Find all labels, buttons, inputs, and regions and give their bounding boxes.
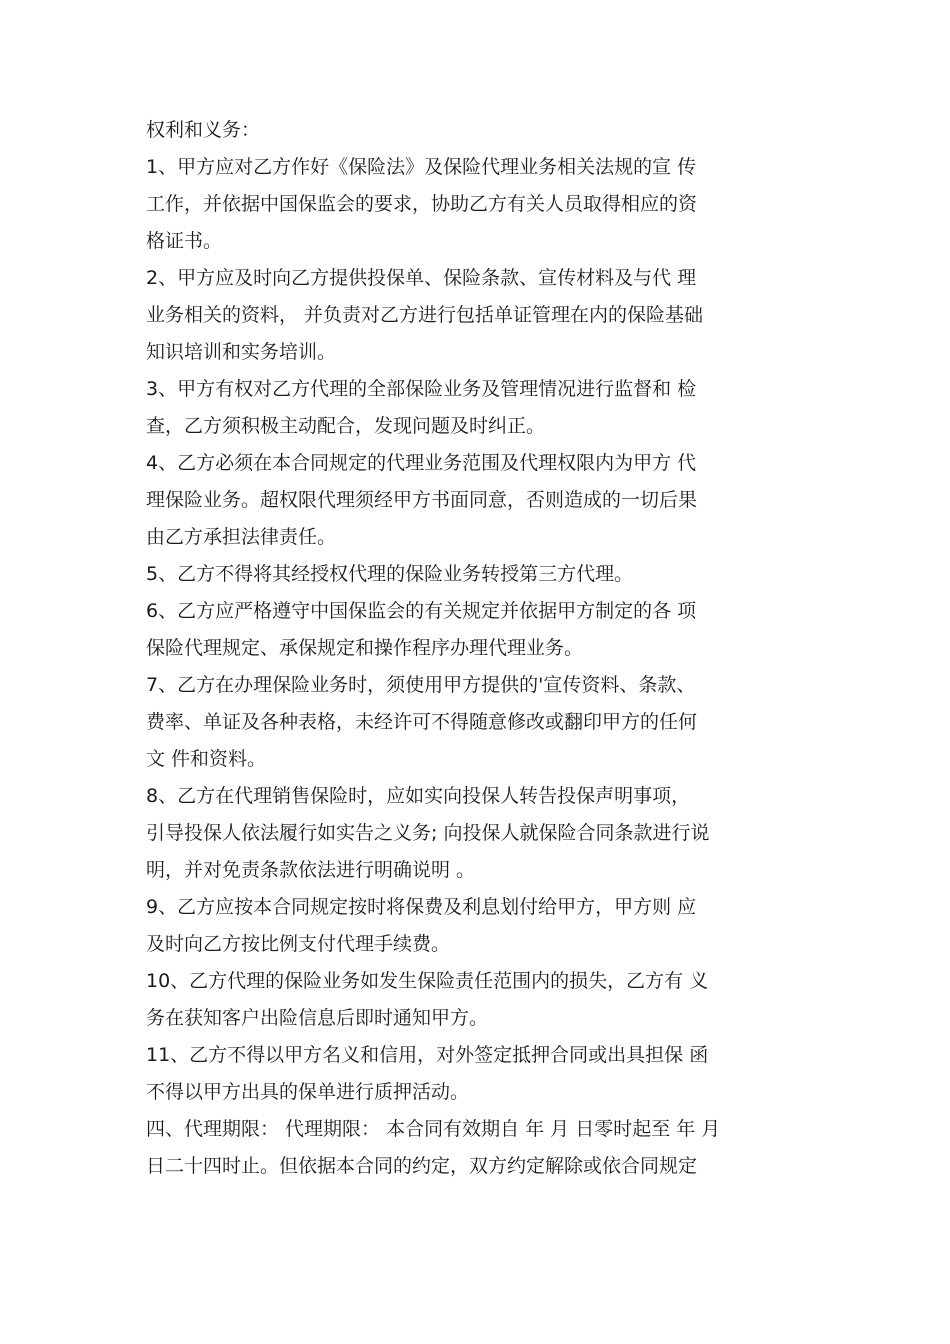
text-line: 四、代理期限： 代理期限： 本合同有效期自 年 月 日零时起至 年 月 [146, 1118, 721, 1140]
text-line: 权利和义务： [146, 119, 261, 141]
text-line: 2、甲方应及时向乙方提供投保单、保险条款、宣传材料及与代 理 [146, 267, 697, 289]
text-line: 查，乙方须积极主动配合，发现问题及时纠正。 [146, 415, 546, 437]
text-line: 务在获知客户出险信息后即时通知甲方。 [146, 1007, 489, 1029]
document-body [146, 112, 816, 1185]
text-line: 7、乙方在办理保险业务时，须使用甲方提供的'宣传资料、条款、 [146, 674, 696, 696]
text-line: 理保险业务。超权限代理须经甲方书面同意，否则造成的一切后果 [146, 489, 698, 511]
text-line: 业务相关的资料， 并负责对乙方进行包括单证管理在内的保险基础 [146, 304, 704, 326]
text-line: 10、乙方代理的保险业务如发生保险责任范围内的损失，乙方有 义 [146, 970, 709, 992]
text-line: 6、乙方应严格遵守中国保监会的有关规定并依据甲方制定的各 项 [146, 600, 697, 622]
text-line: 8、乙方在代理销售保险时，应如实向投保人转告投保声明事项， [146, 785, 691, 807]
text-line: 日二十四时止。但依据本合同的约定，双方约定解除或依合同规定 [146, 1155, 698, 1177]
text-line: 文 件和资料。 [146, 748, 267, 770]
text-line: 4、乙方必须在本合同规定的代理业务范围及代理权限内为甲方 代 [146, 452, 697, 474]
text-line: 11、乙方不得以甲方名义和信用，对外签定抵押合同或出具担保 函 [146, 1044, 709, 1066]
text-line: 9、乙方应按本合同规定按时将保费及利息划付给甲方，甲方则 应 [146, 896, 697, 918]
text-line: 5、乙方不得将其经授权代理的保险业务转授第三方代理。 [146, 563, 634, 585]
text-line: 3、甲方有权对乙方代理的全部保险业务及管理情况进行监督和 检 [146, 378, 697, 400]
text-line: 1、甲方应对乙方作好《保险法》及保险代理业务相关法规的宣 传 [146, 156, 697, 178]
text-line: 费率、单证及各种表格，未经许可不得随意修改或翻印甲方的任何 [146, 711, 698, 733]
text-line: 不得以甲方出具的保单进行质押活动。 [146, 1081, 470, 1103]
text-line: 知识培训和实务培训。 [146, 341, 337, 363]
text-line: 及时向乙方按比例支付代理手续费。 [146, 933, 451, 955]
text-line: 引导投保人依法履行如实告之义务; 向投保人就保险合同条款进行说 [146, 822, 710, 844]
text-line: 明，并对免责条款依法进行明确说明 。 [146, 859, 476, 881]
text-line: 保险代理规定、承保规定和操作程序办理代理业务。 [146, 637, 584, 659]
text-line: 由乙方承担法律责任。 [146, 526, 337, 548]
text-line: 格证书。 [146, 230, 223, 252]
text-line: 工作，并依据中国保监会的要求，协助乙方有关人员取得相应的资 [146, 193, 698, 215]
